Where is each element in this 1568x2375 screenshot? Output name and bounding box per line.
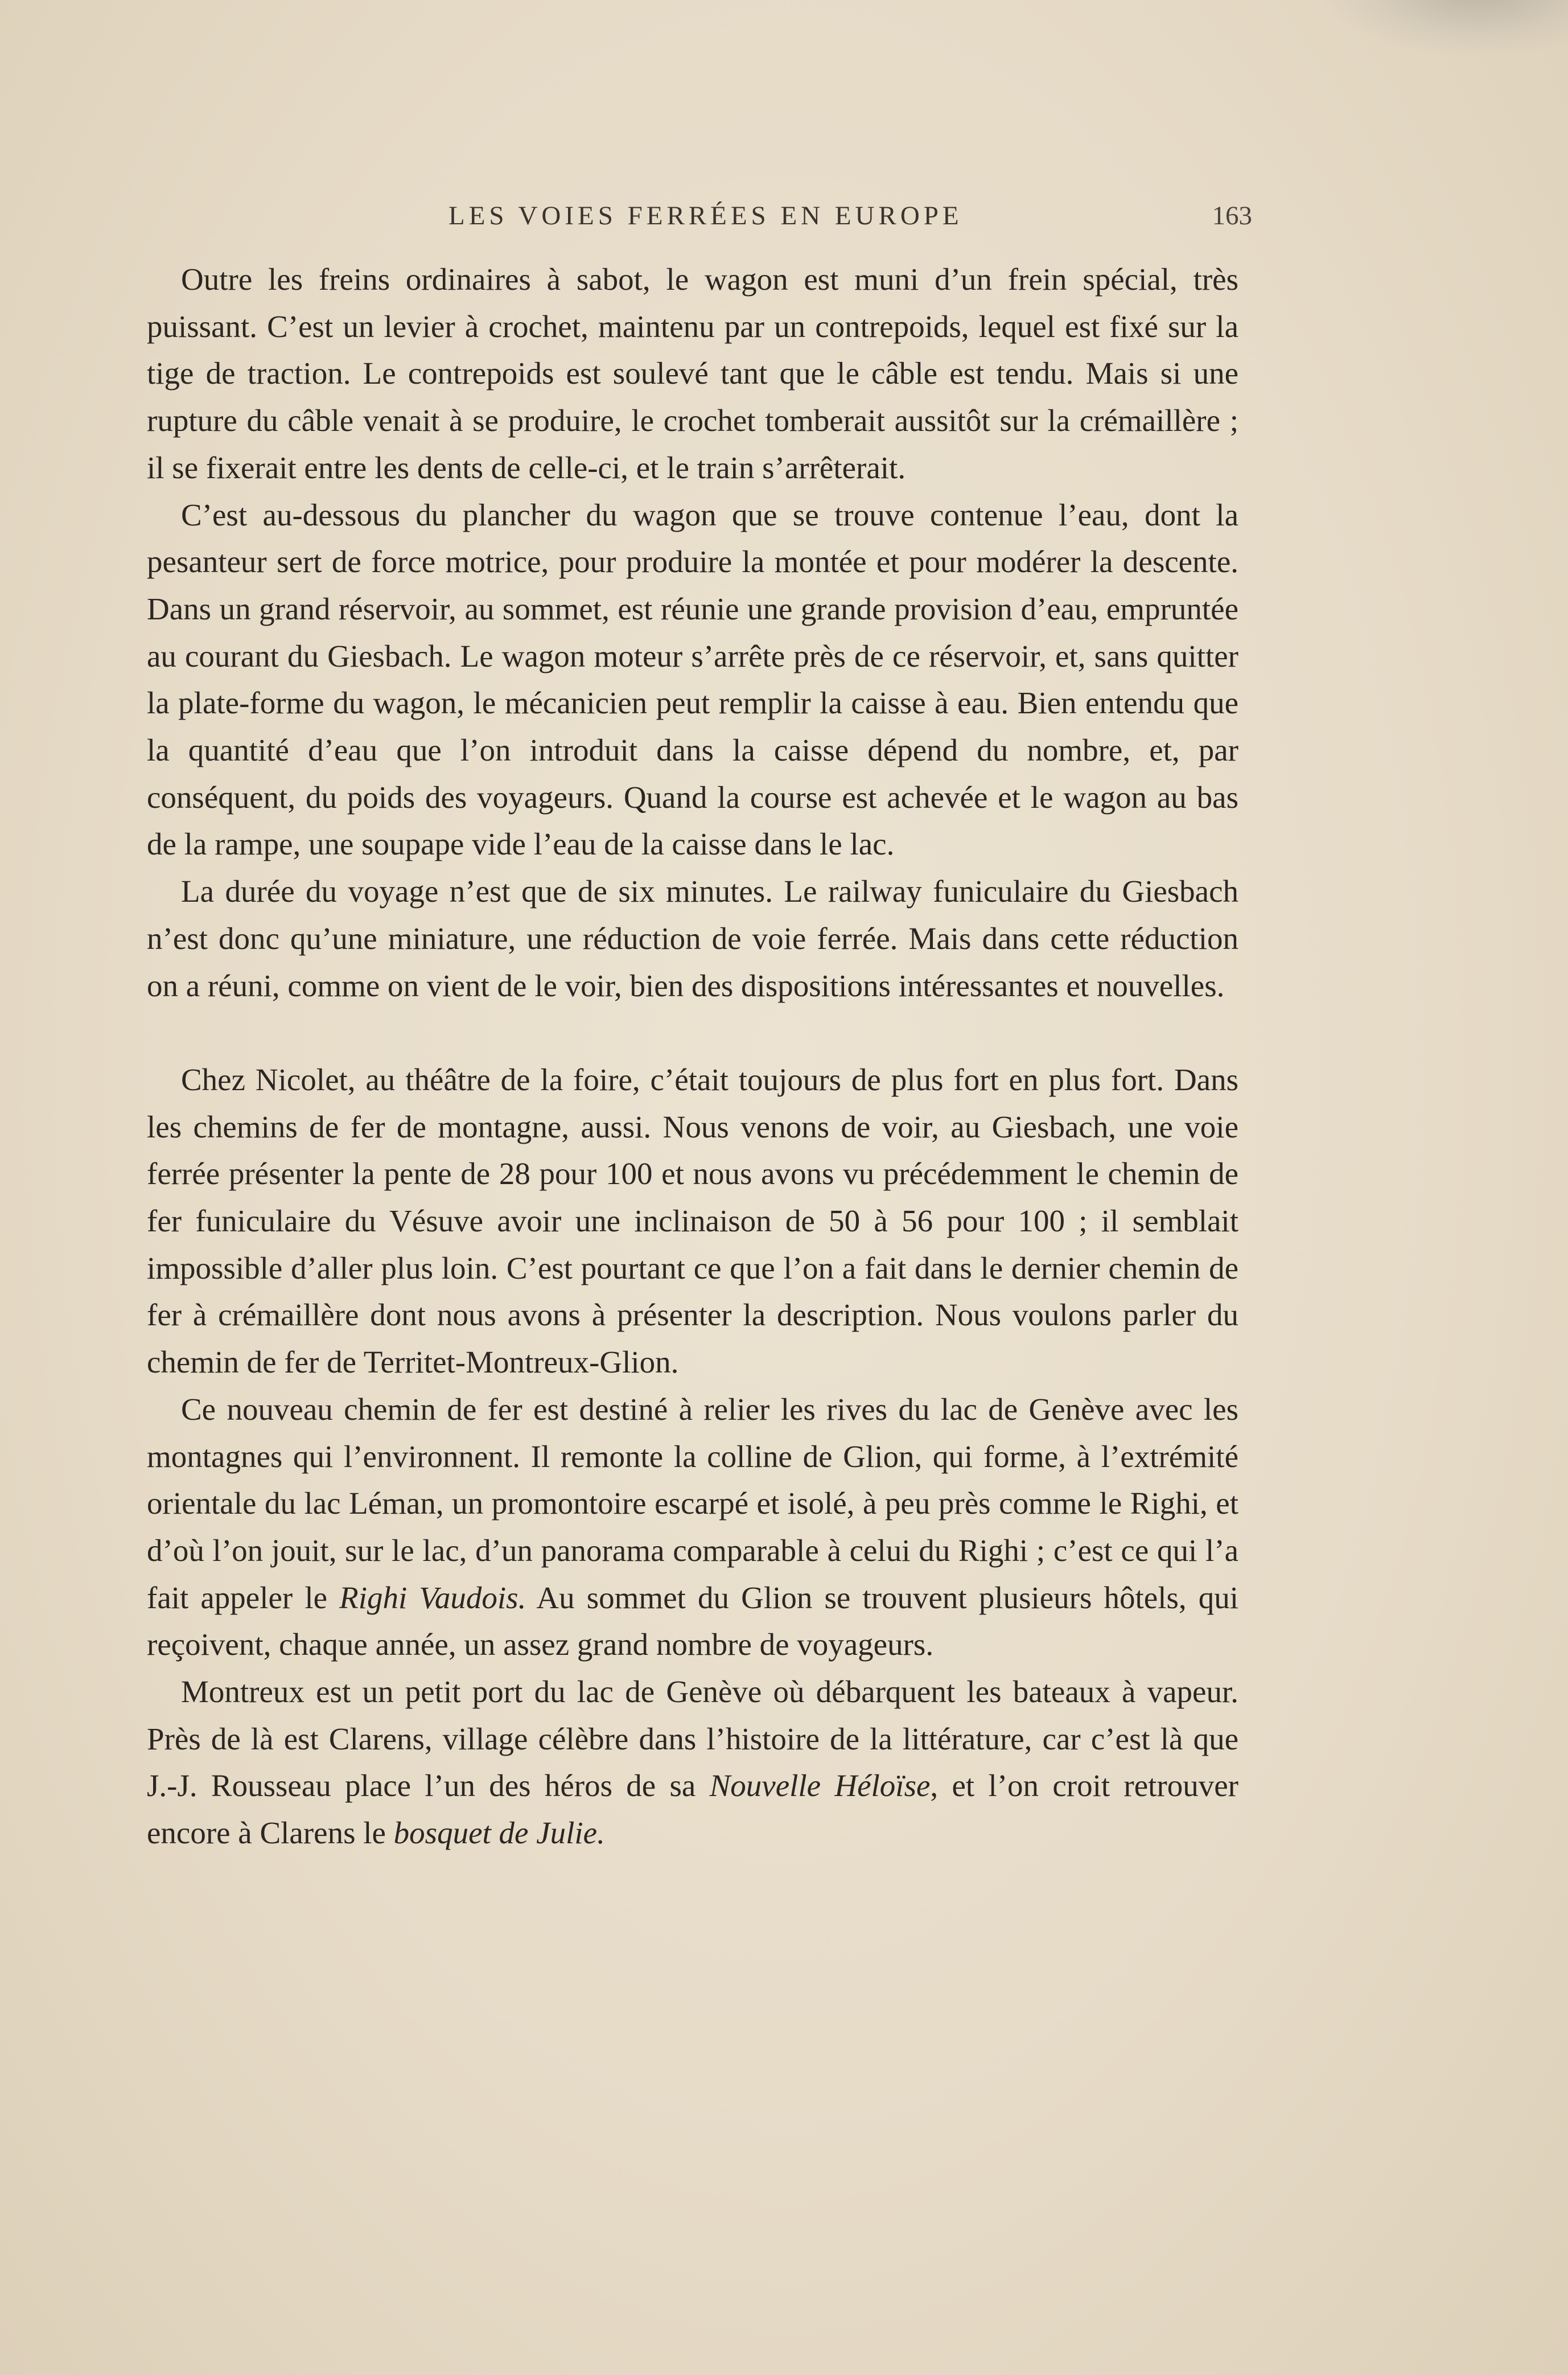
montreux-text-mid: , et l’on croit retrouver encore à Clarens le	[147, 1768, 1238, 1851]
running-title: LES VOIES FERRÉES EN EUROPE	[448, 201, 963, 231]
page-header	[148, 200, 1252, 240]
paragraph-water-motive-force: C’est au-dessous du plancher du wagon que se trouve contenue l’eau, dont la pesanteur sert de force motrice, pour produire la montée et pour modérer la descente. Dans un grand réservoir, au sommet, est réunie une grande provision d’eau, empruntée au courant du Giesbach. Le wagon moteur s’arrête près de ce réservoir, et, sans quitter la plate-forme du wagon, le mécanicien peut remplir la caisse à eau. Bien entendu que la quantité d’eau que l’on introduit dans la caisse dépend du nombre, et, par conséquent, du poids des voyageurs. Quand la course est achevée et le wagon au bas de la rampe, une soupape vide l’eau de la caisse dans le lac.	[147, 497, 1238, 862]
body-text	[147, 256, 1238, 1857]
bosquet-de-julie-italic: bosquet de Julie.	[393, 1815, 605, 1851]
page-stain	[1318, 0, 1568, 57]
nouvelle-heloise-italic: Nouvelle Héloïse	[709, 1768, 931, 1803]
paragraph-glion-railway	[147, 1386, 1238, 1669]
paragraph-chez-nicolet: Chez Nicolet, au théâtre de la foire, c’était toujours de plus fort en plus fort. Dans les chemins de fer de montagne, aussi. Nous venons de voir, au Giesbach, une voie ferrée présenter la pente de 28 pour 100 et nous avons vu précédemment le chemin de fer funiculaire du Vésuve avoir une inclinaison de 50 à 56 pour 100 ; il semblait impossible d’aller plus loin. C’est pourtant ce que l’on a fait dans le dernier chemin de fer à crémaillère dont nous avons à présenter la description. Nous voulons parler du chemin de fer de Territet-Montreux-Glion.	[147, 1062, 1238, 1380]
glion-text-start: Ce nouveau chemin de fer est destiné à relier les rives du lac de Genève avec les montagnes qui l’environnent. Il remonte la colline de Glion, qui forme, à l’extrémité orientale du lac Léman, un promontoire escarpé et isolé, à peu près comme le Righi, et d’où l’on jouit, sur le lac, d’un panorama comparable à celui du Righi ; c’est ce qui l’a fait appeler le	[147, 1391, 1238, 1615]
paragraph-brake: Outre les freins ordinaires à sabot, le wagon est muni d’un frein spécial, très puissant. C’est un levier à crochet, maintenu par un contrepoids, lequel est fixé sur la tige de traction. Le contrepoids est soulevé tant que le câble est tendu. Mais si une rupture du câble venait à se produire, le crochet tomberait aussitôt sur la crémaillère ; il se fixerait entre les dents de celle-ci, et le train s’arrêterait.	[147, 262, 1238, 485]
righi-vaudois-italic: Righi Vaudois.	[339, 1580, 526, 1615]
montreux-text-start: Montreux est un petit port du lac de Genève où débarquent les bateaux à vapeur. Près de là est Clarens, village célèbre dans l’histoire de la littérature, car c’est là que J.-J. Rousseau place l’un des héros de sa	[147, 1674, 1238, 1803]
paragraph-montreux	[147, 1669, 1238, 1857]
page-number: 163	[1212, 201, 1252, 231]
glion-text-end: Au sommet du Glion se trouvent plusieurs hôtels, qui reçoivent, chaque année, un assez grand nombre de voyageurs.	[147, 1580, 1239, 1662]
paragraph-trip-duration: La durée du voyage n’est que de six minutes. Le railway funiculaire du Giesbach n’est donc qu’une miniature, une réduction de voie ferrée. Mais dans cette réduction on a réuni, comme on vient de le voir, bien des dispositions intéressantes et nouvelles.	[147, 874, 1238, 1003]
